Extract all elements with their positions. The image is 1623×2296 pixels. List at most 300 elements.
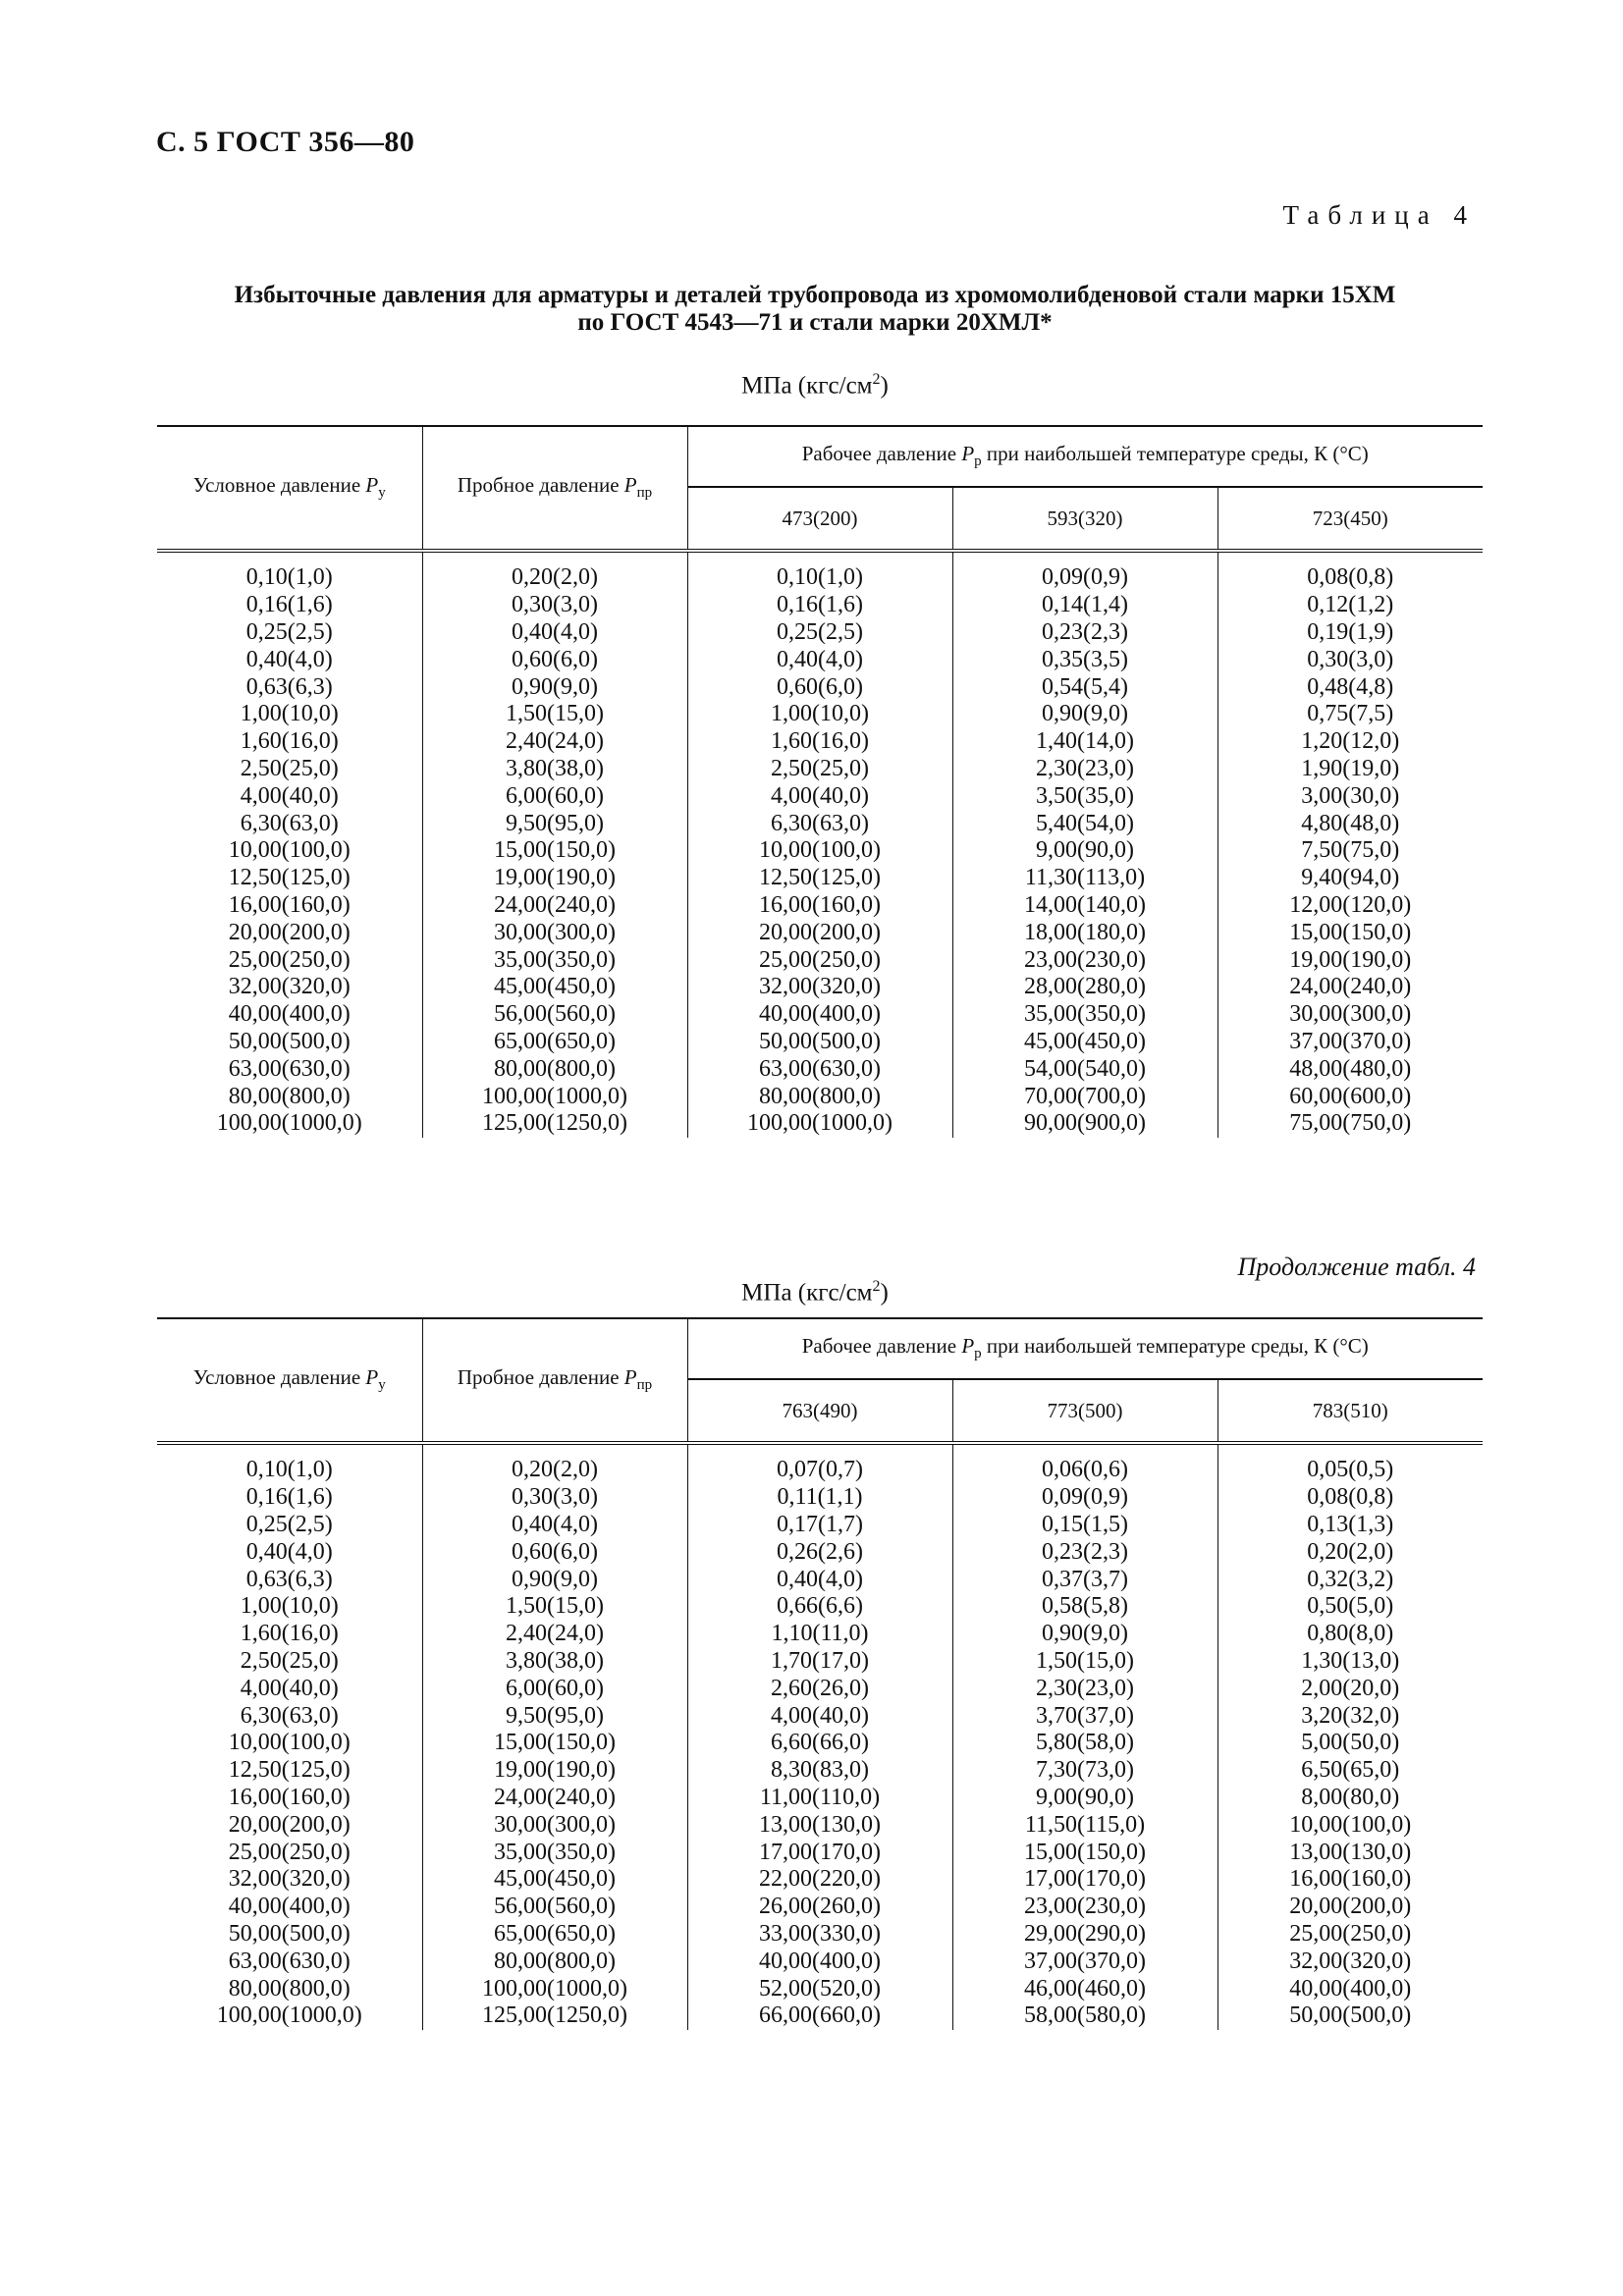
table-cell: 0,19(1,9) xyxy=(1217,619,1483,647)
header-test-sub: пр xyxy=(636,485,653,502)
table-cell: 25,00(250,0) xyxy=(1217,1921,1483,1949)
table-cell: 33,00(330,0) xyxy=(687,1921,952,1949)
table-cell: 0,09(0,9) xyxy=(952,551,1217,592)
table-cell: 26,00(260,0) xyxy=(687,1894,952,1921)
table-cell: 3,20(32,0) xyxy=(1217,1702,1483,1730)
table-cell: 0,80(8,0) xyxy=(1217,1621,1483,1648)
table-cell: 65,00(650,0) xyxy=(422,1029,687,1056)
table-cell: 16,00(160,0) xyxy=(228,1784,351,1810)
table-cell: 29,00(290,0) xyxy=(952,1921,1217,1949)
table-cell: 12,50(125,0) xyxy=(687,865,952,892)
table-cell: 11,30(113,0) xyxy=(952,865,1217,892)
table-row xyxy=(157,1593,1483,1621)
table-row xyxy=(157,1839,1483,1866)
table-cell: 1,10(11,0) xyxy=(687,1621,952,1648)
units-text: МПа (кгс/см xyxy=(741,1279,873,1307)
table-cell: 0,30(3,0) xyxy=(422,592,687,619)
table-cell: 16,00(160,0) xyxy=(1217,1866,1483,1894)
table-row xyxy=(157,619,1483,647)
table-title-line-1: Избыточные давления для арматуры и деталей трубопровода из хромомолибденовой стали марки 15ХМ xyxy=(234,282,1396,308)
table-cell: 125,00(1250,0) xyxy=(422,1110,687,1138)
table-row xyxy=(157,1730,1483,1757)
table-cell: 45,00(450,0) xyxy=(422,1866,687,1894)
table-title-line-2: по ГОСТ 4543—71 и стали марки 20ХМЛ* xyxy=(577,309,1053,336)
header-nominal-symbol: P xyxy=(365,473,379,498)
table-cell: 0,75(7,5) xyxy=(1217,701,1483,728)
table-cell: 0,13(1,3) xyxy=(1217,1512,1483,1539)
table-cell: 0,11(1,1) xyxy=(687,1484,952,1512)
table-cell: 2,60(26,0) xyxy=(687,1675,952,1702)
table-2-body xyxy=(157,1443,1483,2030)
table-cell: 19,00(190,0) xyxy=(422,1757,687,1785)
table-row xyxy=(157,1702,1483,1730)
table-cell: 23,00(230,0) xyxy=(952,946,1217,974)
table-cell: 6,50(65,0) xyxy=(1217,1757,1483,1785)
table-cell: 15,00(150,0) xyxy=(1217,919,1483,946)
table-row xyxy=(157,673,1483,701)
table-cell: 0,23(2,3) xyxy=(952,1538,1217,1566)
table-cell: 40,00(400,0) xyxy=(228,1894,351,1920)
table-cell: 37,00(370,0) xyxy=(952,1948,1217,1975)
table-cell: 8,00(80,0) xyxy=(1217,1785,1483,1812)
header-working-pressure xyxy=(687,1318,1483,1379)
table-row xyxy=(157,1110,1483,1138)
table-cell: 58,00(580,0) xyxy=(952,2002,1217,2030)
units-text: МПа (кгс/см xyxy=(741,372,873,400)
table-cell: 70,00(700,0) xyxy=(952,1083,1217,1110)
header-test-symbol: P xyxy=(623,1365,637,1390)
table-cell: 50,00(500,0) xyxy=(687,1029,952,1056)
table-cell: 46,00(460,0) xyxy=(952,1975,1217,2002)
table-cell: 0,16(1,6) xyxy=(245,592,333,618)
pressure-table-2 xyxy=(157,1317,1483,2030)
table-cell: 6,30(63,0) xyxy=(240,810,339,836)
header-temp: 763(490) xyxy=(687,1379,952,1443)
table-cell: 4,00(40,0) xyxy=(240,1675,339,1701)
table-cell: 1,00(10,0) xyxy=(240,1593,339,1620)
table-cell: 0,60(6,0) xyxy=(422,646,687,673)
table-cell: 6,60(66,0) xyxy=(687,1730,952,1757)
header-nominal-pressure xyxy=(157,1318,422,1443)
table-cell: 1,70(17,0) xyxy=(687,1648,952,1676)
table-cell: 1,30(13,0) xyxy=(1217,1648,1483,1676)
header-test-pressure xyxy=(422,1318,687,1443)
table-cell: 75,00(750,0) xyxy=(1217,1110,1483,1138)
table-cell: 0,40(4,0) xyxy=(245,1538,333,1565)
table-cell: 3,00(30,0) xyxy=(1217,782,1483,810)
table-cell: 0,17(1,7) xyxy=(687,1512,952,1539)
table-cell: 19,00(190,0) xyxy=(1217,946,1483,974)
table-row xyxy=(157,1975,1483,2002)
table-cell: 2,50(25,0) xyxy=(240,1647,339,1674)
table-row xyxy=(157,1001,1483,1029)
table-cell: 60,00(600,0) xyxy=(1217,1083,1483,1110)
table-row xyxy=(157,646,1483,673)
table-cell: 12,00(120,0) xyxy=(1217,892,1483,920)
table-cell: 25,00(250,0) xyxy=(228,1839,351,1865)
table-cell: 0,25(2,5) xyxy=(245,618,333,645)
table-cell: 20,00(200,0) xyxy=(687,919,952,946)
table-cell: 0,90(9,0) xyxy=(952,701,1217,728)
header-nominal-text: Условное давление xyxy=(192,473,366,498)
table-cell: 50,00(500,0) xyxy=(228,1920,351,1947)
table-cell: 0,40(4,0) xyxy=(245,646,333,672)
table-cell: 56,00(560,0) xyxy=(422,1001,687,1029)
table-cell: 63,00(630,0) xyxy=(228,1948,351,1974)
table-cell: 2,30(23,0) xyxy=(952,1675,1217,1702)
table-cell: 10,00(100,0) xyxy=(228,1730,351,1756)
table-row xyxy=(157,1811,1483,1839)
table-cell: 12,50(125,0) xyxy=(228,865,351,891)
header-temp: 783(510) xyxy=(1217,1379,1483,1443)
table-cell: 25,00(250,0) xyxy=(228,946,351,973)
table-row xyxy=(157,1621,1483,1648)
table-cell: 2,00(20,0) xyxy=(1217,1675,1483,1702)
table-cell: 0,90(9,0) xyxy=(952,1621,1217,1648)
table-cell: 0,25(2,5) xyxy=(687,619,952,647)
table-row xyxy=(157,946,1483,974)
table-row xyxy=(157,1675,1483,1702)
table-cell: 100,00(1000,0) xyxy=(422,1975,687,2002)
table-cell: 32,00(320,0) xyxy=(687,974,952,1001)
table-cell: 80,00(800,0) xyxy=(422,1948,687,1975)
table-cell: 80,00(800,0) xyxy=(687,1083,952,1110)
table-cell: 30,00(300,0) xyxy=(1217,1001,1483,1029)
table-cell: 1,60(16,0) xyxy=(240,1621,339,1647)
table-row xyxy=(157,2002,1483,2030)
table-cell: 30,00(300,0) xyxy=(422,1811,687,1839)
table-row xyxy=(157,1055,1483,1083)
table-cell: 9,50(95,0) xyxy=(422,1702,687,1730)
table-cell: 0,32(3,2) xyxy=(1217,1566,1483,1593)
table-cell: 8,30(83,0) xyxy=(687,1757,952,1785)
table-cell: 0,35(3,5) xyxy=(952,646,1217,673)
table-cell: 11,00(110,0) xyxy=(687,1785,952,1812)
table-cell: 9,00(90,0) xyxy=(952,1785,1217,1812)
table-cell: 20,00(200,0) xyxy=(228,919,351,945)
table-cell: 0,26(2,6) xyxy=(687,1538,952,1566)
table-cell: 0,50(5,0) xyxy=(1217,1593,1483,1621)
table-cell: 2,40(24,0) xyxy=(422,728,687,756)
header-working-symbol: P xyxy=(961,442,975,466)
table-cell: 24,00(240,0) xyxy=(422,1785,687,1812)
table-cell: 80,00(800,0) xyxy=(228,1083,351,1109)
table-cell: 52,00(520,0) xyxy=(687,1975,952,2002)
table-cell: 0,90(9,0) xyxy=(422,1566,687,1593)
table-cell: 5,00(50,0) xyxy=(1217,1730,1483,1757)
table-cell: 0,25(2,5) xyxy=(245,1511,333,1537)
table-row xyxy=(157,1757,1483,1785)
table-cell: 6,00(60,0) xyxy=(422,782,687,810)
table-cell: 6,30(63,0) xyxy=(240,1702,339,1729)
table-cell: 0,63(6,3) xyxy=(245,1566,333,1592)
table-cell: 1,00(10,0) xyxy=(240,701,339,727)
table-cell: 13,00(130,0) xyxy=(1217,1839,1483,1866)
table-cell: 20,00(200,0) xyxy=(228,1811,351,1838)
table-cell: 14,00(140,0) xyxy=(952,892,1217,920)
table-cell: 0,30(3,0) xyxy=(422,1484,687,1512)
table-row xyxy=(157,1866,1483,1894)
table-cell: 0,20(2,0) xyxy=(1217,1538,1483,1566)
table-cell: 17,00(170,0) xyxy=(952,1866,1217,1894)
table-cell: 40,00(400,0) xyxy=(687,1948,952,1975)
table-cell: 5,40(54,0) xyxy=(952,810,1217,837)
header-test-text: Пробное давление xyxy=(457,1365,624,1390)
table-cell: 23,00(230,0) xyxy=(952,1894,1217,1921)
units-close: ) xyxy=(880,1279,889,1307)
table-cell: 1,00(10,0) xyxy=(687,701,952,728)
table-cell: 100,00(1000,0) xyxy=(687,1110,952,1138)
table-row xyxy=(157,837,1483,865)
table-cell: 0,40(4,0) xyxy=(687,1566,952,1593)
table-cell: 48,00(480,0) xyxy=(1217,1055,1483,1083)
table-cell: 1,90(19,0) xyxy=(1217,756,1483,783)
table-cell: 66,00(660,0) xyxy=(687,2002,952,2030)
table-cell: 80,00(800,0) xyxy=(228,1975,351,2002)
table-cell: 6,30(63,0) xyxy=(687,810,952,837)
table-row xyxy=(157,756,1483,783)
table-cell: 0,90(9,0) xyxy=(422,673,687,701)
table-row xyxy=(157,810,1483,837)
table-cell: 3,80(38,0) xyxy=(422,756,687,783)
table-cell: 35,00(350,0) xyxy=(952,1001,1217,1029)
header-temp: 593(320) xyxy=(952,487,1217,551)
table-row xyxy=(157,1512,1483,1539)
table-cell: 2,50(25,0) xyxy=(687,756,952,783)
table-cell: 0,54(5,4) xyxy=(952,673,1217,701)
units-exponent: 2 xyxy=(872,1278,881,1295)
table-cell: 32,00(320,0) xyxy=(1217,1948,1483,1975)
header-working-text: Рабочее давление xyxy=(801,442,962,466)
table-row xyxy=(157,1538,1483,1566)
table-cell: 40,00(400,0) xyxy=(687,1001,952,1029)
table-cell: 54,00(540,0) xyxy=(952,1055,1217,1083)
table-row xyxy=(157,865,1483,892)
table-cell: 0,16(1,6) xyxy=(687,592,952,619)
table-cell: 0,20(2,0) xyxy=(422,551,687,592)
table-cell: 10,00(100,0) xyxy=(228,837,351,864)
table-cell: 0,66(6,6) xyxy=(687,1593,952,1621)
table-cell: 24,00(240,0) xyxy=(1217,974,1483,1001)
table-cell: 40,00(400,0) xyxy=(228,1001,351,1028)
table-cell: 0,05(0,5) xyxy=(1217,1443,1483,1484)
table-cell: 17,00(170,0) xyxy=(687,1839,952,1866)
units-label xyxy=(157,1278,1473,1307)
table-cell: 15,00(150,0) xyxy=(422,837,687,865)
header-test-text: Пробное давление xyxy=(457,473,624,498)
table-cell: 2,50(25,0) xyxy=(240,755,339,781)
table-cell: 32,00(320,0) xyxy=(228,974,351,1000)
header-temp: 473(200) xyxy=(687,487,952,551)
table-row xyxy=(157,1948,1483,1975)
table-row xyxy=(157,1648,1483,1676)
header-test-pressure xyxy=(422,426,687,551)
header-working-text: Рабочее давление xyxy=(801,1334,962,1359)
table-cell: 0,14(1,4) xyxy=(952,592,1217,619)
header-nominal-sub: у xyxy=(378,485,386,502)
table-cell: 10,00(100,0) xyxy=(1217,1811,1483,1839)
table-cell: 4,00(40,0) xyxy=(687,1702,952,1730)
table-row xyxy=(157,1566,1483,1593)
table-cell: 50,00(500,0) xyxy=(228,1028,351,1054)
header-test-symbol: P xyxy=(623,473,637,498)
table-cell: 2,40(24,0) xyxy=(422,1621,687,1648)
table-cell: 15,00(150,0) xyxy=(422,1730,687,1757)
table-row xyxy=(157,592,1483,619)
table-cell: 100,00(1000,0) xyxy=(216,2002,362,2029)
table-cell: 20,00(200,0) xyxy=(1217,1894,1483,1921)
table-cell: 3,80(38,0) xyxy=(422,1648,687,1676)
table-cell: 0,12(1,2) xyxy=(1217,592,1483,619)
table-row xyxy=(157,728,1483,756)
table-cell: 16,00(160,0) xyxy=(228,891,351,918)
table-cell: 0,10(1,0) xyxy=(687,551,952,592)
table-title xyxy=(157,282,1473,337)
header-temp: 723(450) xyxy=(1217,487,1483,551)
table-cell: 80,00(800,0) xyxy=(422,1055,687,1083)
table-cell: 100,00(1000,0) xyxy=(216,1110,362,1137)
table-row xyxy=(157,974,1483,1001)
table-cell: 35,00(350,0) xyxy=(422,946,687,974)
table-cell: 3,50(35,0) xyxy=(952,782,1217,810)
table-cell: 90,00(900,0) xyxy=(952,1110,1217,1138)
table-cell: 125,00(1250,0) xyxy=(422,2002,687,2030)
header-test-sub: пр xyxy=(636,1377,653,1394)
table-row xyxy=(157,1894,1483,1921)
table-cell: 1,20(12,0) xyxy=(1217,728,1483,756)
table-cell: 100,00(1000,0) xyxy=(422,1083,687,1110)
table-cell: 63,00(630,0) xyxy=(687,1055,952,1083)
table-cell: 0,63(6,3) xyxy=(245,673,333,700)
table-cell: 0,30(3,0) xyxy=(1217,646,1483,673)
table-row xyxy=(157,1921,1483,1949)
table-cell: 6,00(60,0) xyxy=(422,1675,687,1702)
table-cell: 0,48(4,8) xyxy=(1217,673,1483,701)
table-row xyxy=(157,551,1483,592)
table-cell: 1,60(16,0) xyxy=(240,728,339,755)
table-cell: 1,50(15,0) xyxy=(422,701,687,728)
table-cell: 22,00(220,0) xyxy=(687,1866,952,1894)
table-cell: 0,60(6,0) xyxy=(422,1538,687,1566)
table-cell: 28,00(280,0) xyxy=(952,974,1217,1001)
table-cell: 0,58(5,8) xyxy=(952,1593,1217,1621)
table-cell: 0,07(0,7) xyxy=(687,1443,952,1484)
table-cell: 24,00(240,0) xyxy=(422,892,687,920)
table-cell: 9,40(94,0) xyxy=(1217,865,1483,892)
table-cell: 10,00(100,0) xyxy=(687,837,952,865)
table-cell: 0,15(1,5) xyxy=(952,1512,1217,1539)
table-cell: 0,23(2,3) xyxy=(952,619,1217,647)
table-cell: 7,50(75,0) xyxy=(1217,837,1483,865)
table-cell: 0,40(4,0) xyxy=(687,646,952,673)
pressure-table-1 xyxy=(157,425,1483,1138)
continuation-label: Продолжение табл. 4 xyxy=(1237,1253,1476,1281)
table-cell: 0,10(1,0) xyxy=(245,1457,333,1483)
table-cell: 5,80(58,0) xyxy=(952,1730,1217,1757)
table-cell: 65,00(650,0) xyxy=(422,1921,687,1949)
table-row xyxy=(157,782,1483,810)
table-cell: 4,00(40,0) xyxy=(240,782,339,809)
table-row xyxy=(157,701,1483,728)
table-cell: 1,40(14,0) xyxy=(952,728,1217,756)
table-cell: 0,16(1,6) xyxy=(245,1484,333,1511)
table-cell: 11,50(115,0) xyxy=(952,1811,1217,1839)
table-cell: 19,00(190,0) xyxy=(422,865,687,892)
table-label: Таблица 4 xyxy=(1282,200,1476,230)
table-cell: 45,00(450,0) xyxy=(422,974,687,1001)
header-nominal-pressure xyxy=(157,426,422,551)
page-header: С. 5 ГОСТ 356—80 xyxy=(156,126,415,158)
table-row xyxy=(157,919,1483,946)
table-1-body xyxy=(157,551,1483,1138)
table-row xyxy=(157,1443,1483,1484)
units-close: ) xyxy=(880,372,889,400)
header-nominal-text: Условное давление xyxy=(192,1365,366,1390)
table-cell: 9,50(95,0) xyxy=(422,810,687,837)
table-row xyxy=(157,1029,1483,1056)
table-row xyxy=(157,1785,1483,1812)
table-cell: 0,40(4,0) xyxy=(422,1512,687,1539)
table-cell: 25,00(250,0) xyxy=(687,946,952,974)
table-row xyxy=(157,1083,1483,1110)
table-cell: 1,50(15,0) xyxy=(422,1593,687,1621)
table-cell: 9,00(90,0) xyxy=(952,837,1217,865)
table-cell: 1,50(15,0) xyxy=(952,1648,1217,1676)
header-working-pressure xyxy=(687,426,1483,487)
header-working-symbol: P xyxy=(961,1334,975,1359)
header-working-sub: р xyxy=(974,454,982,470)
table-cell: 30,00(300,0) xyxy=(422,919,687,946)
table-cell: 3,70(37,0) xyxy=(952,1702,1217,1730)
table-row xyxy=(157,892,1483,920)
table-cell: 0,08(0,8) xyxy=(1217,1484,1483,1512)
table-cell: 13,00(130,0) xyxy=(687,1811,952,1839)
table-cell: 40,00(400,0) xyxy=(1217,1975,1483,2002)
table-row xyxy=(157,1484,1483,1512)
table-cell: 63,00(630,0) xyxy=(228,1055,351,1082)
table-cell: 2,30(23,0) xyxy=(952,756,1217,783)
table-cell: 1,60(16,0) xyxy=(687,728,952,756)
table-cell: 0,10(1,0) xyxy=(245,564,333,591)
header-working-text-after: при наибольшей температуре среды, К (°С) xyxy=(981,1334,1369,1359)
table-cell: 16,00(160,0) xyxy=(687,892,952,920)
units-label xyxy=(157,371,1473,400)
table-cell: 45,00(450,0) xyxy=(952,1029,1217,1056)
table-cell: 15,00(150,0) xyxy=(952,1839,1217,1866)
header-nominal-symbol: P xyxy=(365,1365,379,1390)
table-cell: 4,80(48,0) xyxy=(1217,810,1483,837)
table-cell: 37,00(370,0) xyxy=(1217,1029,1483,1056)
table-cell: 7,30(73,0) xyxy=(952,1757,1217,1785)
table-cell: 0,37(3,7) xyxy=(952,1566,1217,1593)
table-cell: 32,00(320,0) xyxy=(228,1866,351,1893)
header-temp: 773(500) xyxy=(952,1379,1217,1443)
table-cell: 0,20(2,0) xyxy=(422,1443,687,1484)
header-working-text-after: при наибольшей температуре среды, К (°С) xyxy=(981,442,1369,466)
header-nominal-sub: у xyxy=(378,1377,386,1394)
table-cell: 18,00(180,0) xyxy=(952,919,1217,946)
table-cell: 0,08(0,8) xyxy=(1217,551,1483,592)
table-cell: 0,09(0,9) xyxy=(952,1484,1217,1512)
table-cell: 35,00(350,0) xyxy=(422,1839,687,1866)
table-cell: 4,00(40,0) xyxy=(687,782,952,810)
table-cell: 0,06(0,6) xyxy=(952,1443,1217,1484)
table-cell: 12,50(125,0) xyxy=(228,1757,351,1784)
units-exponent: 2 xyxy=(872,371,881,388)
table-cell: 0,40(4,0) xyxy=(422,619,687,647)
header-working-sub: р xyxy=(974,1346,982,1362)
table-cell: 50,00(500,0) xyxy=(1217,2002,1483,2030)
